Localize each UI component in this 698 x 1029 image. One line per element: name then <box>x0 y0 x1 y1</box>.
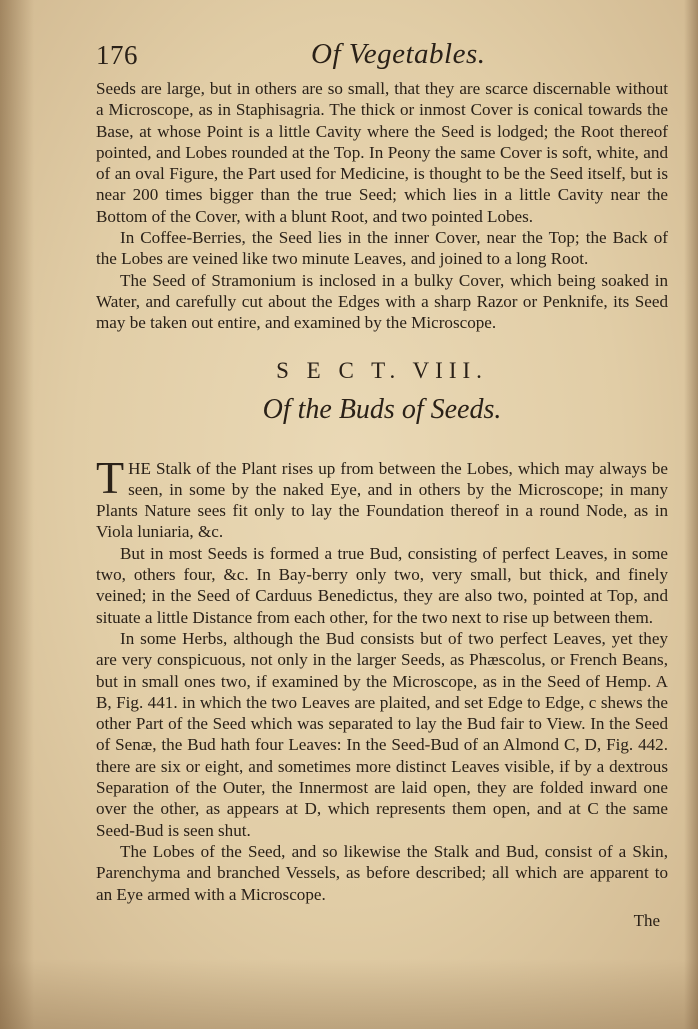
section-heading: S E C T. VIII. <box>276 357 488 383</box>
text-block <box>96 38 668 931</box>
page-header <box>96 38 668 78</box>
bottom-shading <box>0 959 698 1029</box>
running-title: Of Vegetables. <box>311 38 486 70</box>
paragraph-coffee-berries: In Coffee-Berries, the Seed lies in the inner Cover, near the Top; the Back of the Lobes are veined like two minute Leaves, and joined to a long Root. <box>96 228 668 269</box>
section-subheading: Of the Buds of Seeds. <box>262 393 502 425</box>
paragraph-stramonium: The Seed of Stramonium is inclosed in a bulky Cover, which being soaked in Water, and carefully cut about the Edges with a sharp Razor or Penknife, its Seed may be taken out entire, and examined by the Microscope. <box>96 270 668 333</box>
paragraph-stalk-text: HE Stalk of the Plant rises up from between the Lobes, which may always be seen, in some by the naked Eye, and in others by the Microscope; in many Plants Nature sees fit only to lay the Foundation thereof in a round Node, as in Viola luniaria, &c. <box>96 458 668 542</box>
gutter-shadow <box>0 0 34 1029</box>
paragraph-stalk <box>96 451 668 543</box>
paragraph-lobes: The Lobes of the Seed, and so likewise the Stalk and Bud, consist of a Skin, Parenchyma and branched Vessels, as before described; all which are apparent to an Eye armed with a Microscope. <box>96 841 668 904</box>
paragraph-staphisagria: Seeds are large, but in others are so small, that they are scarce discernable without a Microscope, as in Staphisagria. The thick or inmost Cover is conical towards the Base, at whose Point is a little Cavity where the Seed is lodged; the Root thereof pointed, and Lobes rounded at the Top. In Peony the same Cover is soft, white, and of an oval Figure, the Part used for Medicine, is thought to be the Seed itself, but is near 200 times bigger than the true Seed; which lies in a little Cavity near the Bottom of the Cover, with a blunt Root, and two pointed Lobes. <box>96 79 668 226</box>
catchword: The <box>633 910 660 930</box>
paragraph-herbs: In some Herbs, although the Bud consists but of two perfect Leaves, yet they are very conspicuous, not only in the larger Seeds, as Phæscolus, or French Beans, but in small ones two, if examined by the Microscope, as in the Seed of Hemp. A B, Fig. 441. in which the two Leaves are plaited, and set Edge to Edge, c shews the other Part of the Seed which was separated to lay the Bud fair to View. In the Seed of Senæ, the Bud hath four Leaves: In the Seed-Bud of an Almond C, D, Fig. 442. there are six or eight, and sometimes more distinct Leaves visible, if by a dextrous Separation of the Outer, the Innermost are laid open, they are folded inward one over the other, as appears at D, which represents them open, and at C the same Seed-Bud is seen shut. <box>96 628 668 840</box>
edge-shadow <box>684 0 698 1029</box>
page-number: 176 <box>96 40 138 70</box>
drop-cap: T <box>96 451 125 503</box>
paragraph-true-bud: But in most Seeds is formed a true Bud, consisting of perfect Leaves, in some two, others four, &c. In Bay-berry only two, very small, but thick, and finely veined; in the Seed of Carduus Benedictus, they are also two, pointed at Top, and situate a little Distance from each other, for the two next to rise up between them. <box>96 543 668 627</box>
